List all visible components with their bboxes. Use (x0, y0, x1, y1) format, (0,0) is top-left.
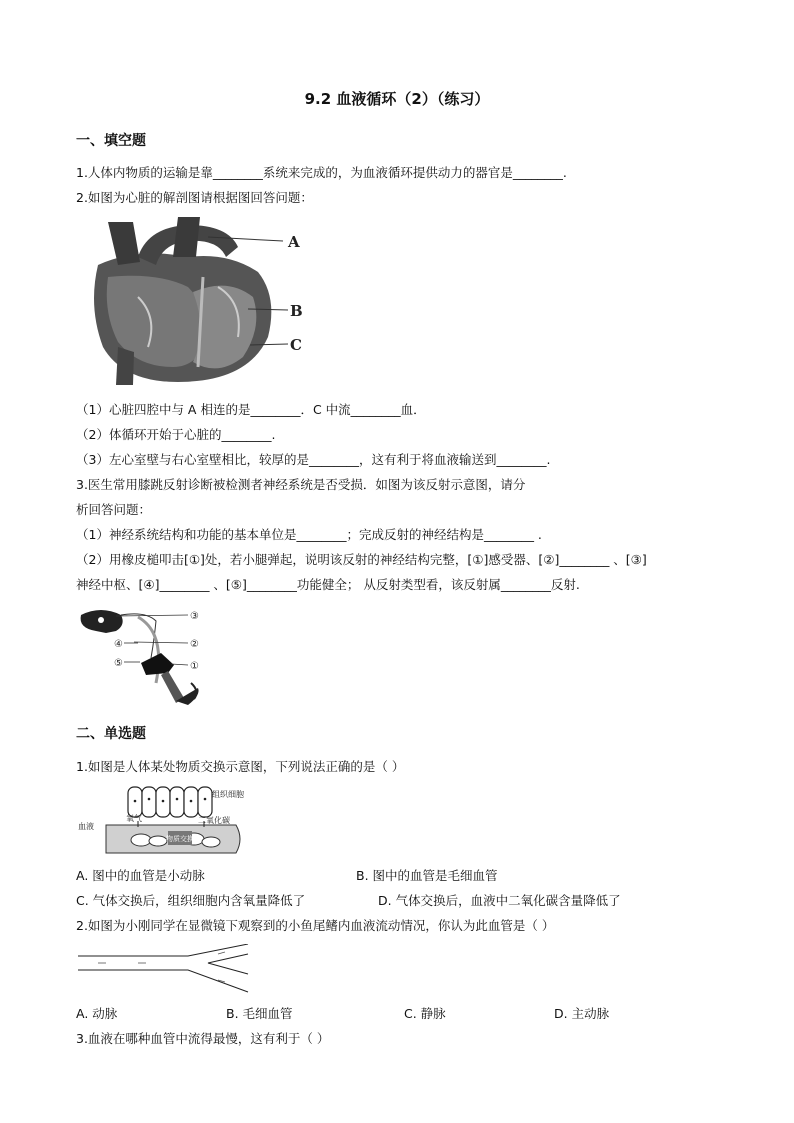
single-question-1-option-b: B. 图中的血管是毛细血管 (356, 868, 498, 883)
fill-question-3-2-cont: 神经中枢、[④]________ 、[⑤]________功能健全； 从反射类型看，该反射属________反射. (76, 577, 580, 592)
single-question-1-option-c: C. 气体交换后，组织细胞内含氧量降低了 (76, 893, 306, 908)
single-question-3: 3.血液在哪种血管中流得最慢，这有利于（ ） (76, 1031, 330, 1046)
single-question-2-option-a: A. 动脉 (76, 1006, 118, 1021)
exchange-label-substance: 物质交换 (166, 835, 194, 843)
single-question-2: 2.如图为小刚同学在显微镜下观察到的小鱼尾鳍内血液流动情况，你认为此血管是（ ） (76, 918, 555, 933)
section-heading-fill: 一、填空题 (76, 133, 146, 149)
single-question-2-option-b: B. 毛细血管 (226, 1006, 293, 1021)
reflex-arc-diagram (76, 603, 211, 713)
exchange-label-tissue: 组织细胞 (212, 790, 244, 799)
single-question-1-option-a: A. 图中的血管是小动脉 (76, 868, 205, 883)
fill-question-2-1: （1）心脏四腔中与 A 相连的是________．C 中流________血． (76, 402, 426, 417)
fill-question-3-2: （2）用橡皮槌叩击[①]处，若小腿弹起，说明该反射的神经结构完整，[①]感受器、[②]________ 、[③] (76, 552, 647, 567)
single-question-1-option-d: D. 气体交换后，血液中二氧化碳含量降低了 (378, 893, 621, 908)
fill-question-3-1: （1）神经系统结构和功能的基本单位是________；完成反射的神经结构是________ . (76, 527, 542, 542)
fill-question-2-2: （2）体循环开始于心脏的________. (76, 427, 276, 442)
single-question-2-option-c: C. 静脉 (404, 1006, 446, 1021)
exchange-label-co2: 二氧化碳 (198, 816, 230, 825)
exchange-label-blood: 血液 (78, 822, 94, 831)
heart-label-a: A (288, 233, 300, 251)
vessel-diagram (78, 944, 263, 994)
single-question-1: 1.如图是人体某处物质交换示意图，下列说法正确的是（ ） (76, 759, 405, 774)
fill-question-1: 1.人体内物质的运输是靠________系统来完成的，为血液循环提供动力的器官是________. (76, 165, 567, 180)
heart-label-b: B (290, 302, 303, 320)
reflex-label-4: ④ (114, 639, 123, 650)
fill-question-3-stem-cont: 析回答问题： (76, 502, 152, 517)
reflex-label-5: ⑤ (114, 658, 123, 669)
fill-question-3-stem: 3.医生常用膝跳反射诊断被检测者神经系统是否受损．如图为该反射示意图，请分 (76, 477, 526, 492)
fill-question-2-3: （3）左心室壁与右心室壁相比，较厚的是________，这有利于将血液输送到________. (76, 452, 551, 467)
reflex-label-1: ① (190, 661, 199, 672)
fill-question-2: 2.如图为心脏的解剖图请根据图回答问题： (76, 190, 313, 205)
exchange-label-oxygen: 氧气 (126, 814, 142, 823)
heart-diagram (78, 217, 318, 387)
exchange-diagram (76, 783, 256, 858)
page-title: 9.2 血液循环（2）（练习） (304, 90, 490, 108)
section-heading-single: 二、单选题 (76, 726, 146, 742)
reflex-label-3: ③ (190, 611, 199, 622)
reflex-label-2: ② (190, 639, 199, 650)
heart-label-c: C (290, 336, 302, 354)
single-question-2-option-d: D. 主动脉 (554, 1006, 610, 1021)
